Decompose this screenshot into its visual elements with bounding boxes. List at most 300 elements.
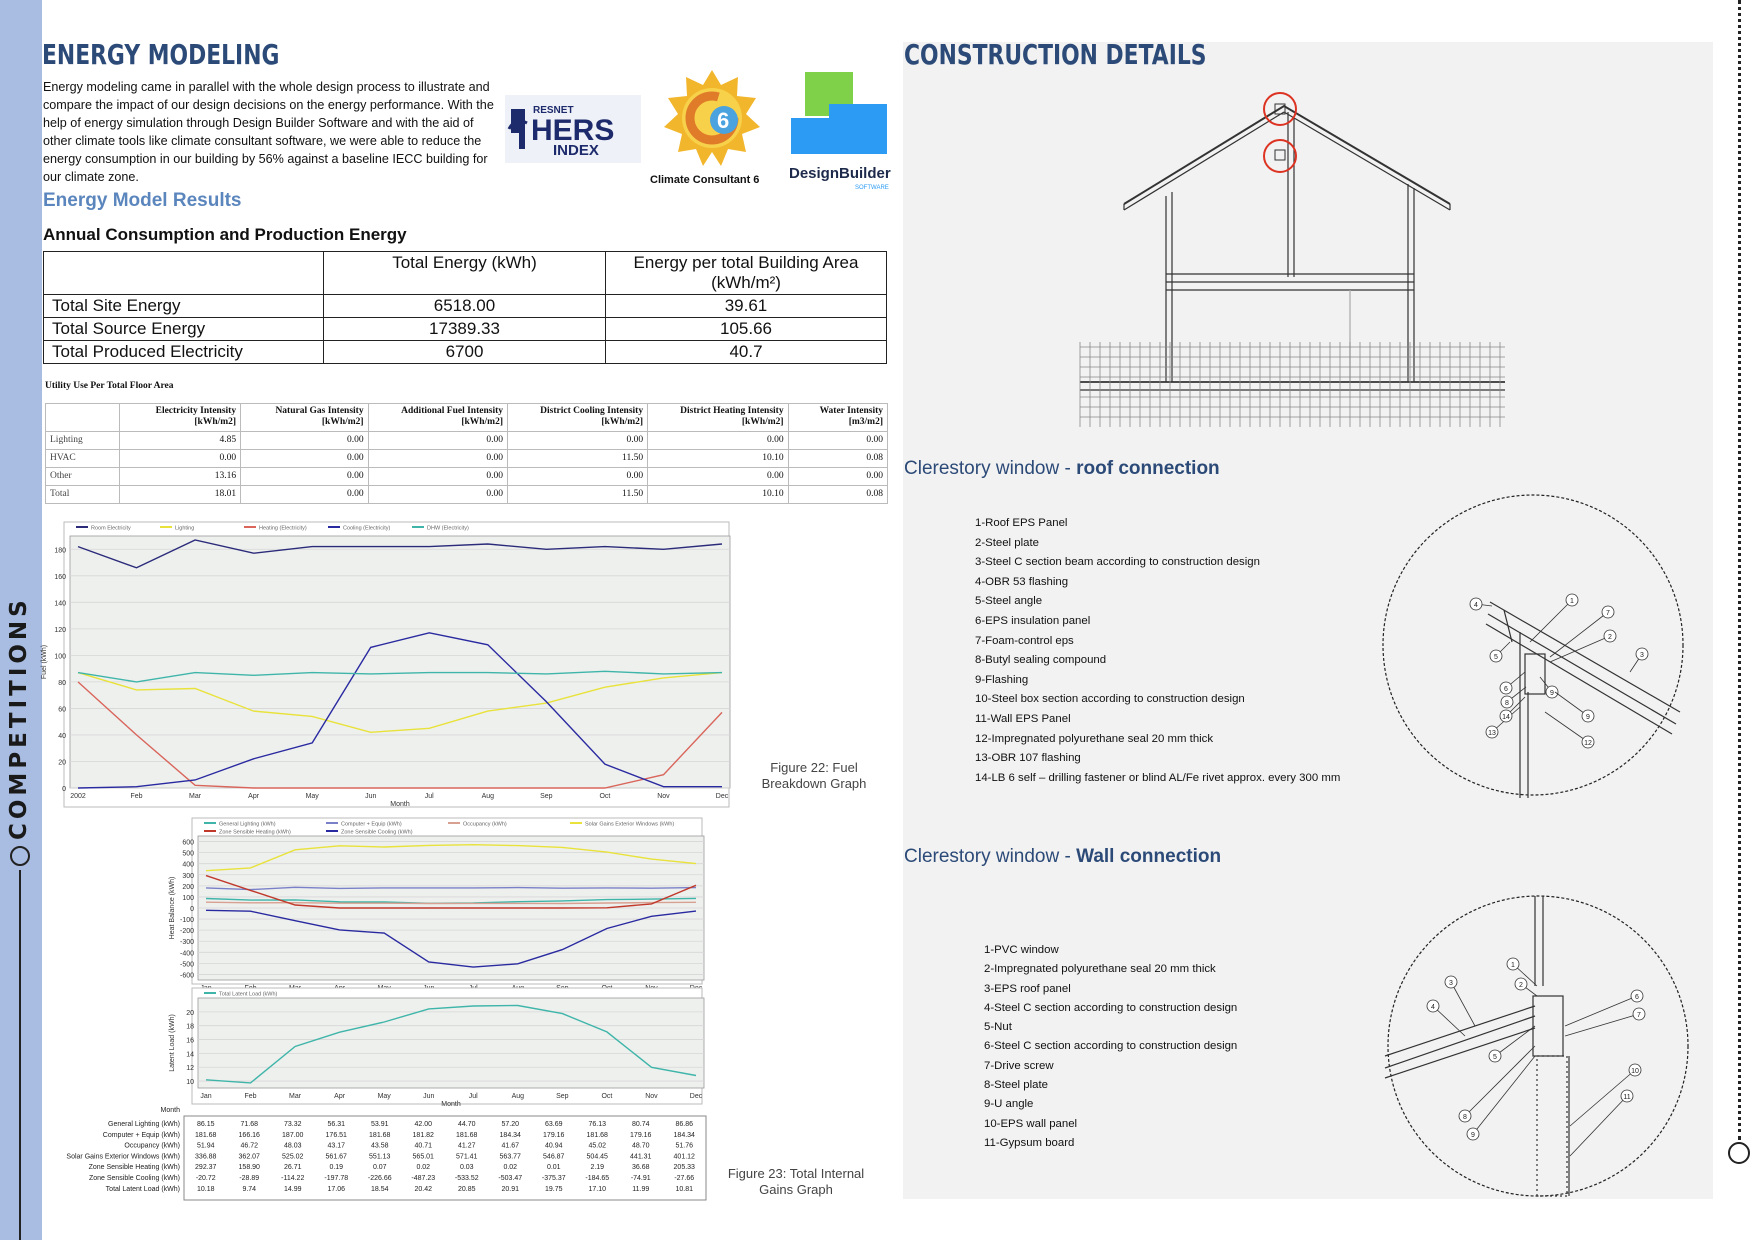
table-cell: 41.27 bbox=[457, 1142, 476, 1150]
table-cell: 563.77 bbox=[499, 1153, 521, 1161]
table-title: Annual Consumption and Production Energy bbox=[43, 225, 407, 244]
y-tick-label: 300 bbox=[182, 872, 194, 880]
table-cell: 71.68 bbox=[240, 1121, 259, 1128]
table-cell: 187.00 bbox=[282, 1131, 304, 1139]
table-cell: 26.71 bbox=[283, 1164, 302, 1172]
row-label: Other bbox=[46, 468, 120, 486]
latent-load-chart bbox=[160, 988, 708, 1108]
y-tick-label: -300 bbox=[179, 939, 194, 947]
y-tick-label: -600 bbox=[179, 972, 194, 980]
table-row bbox=[46, 468, 888, 486]
x-tick-label: Aug bbox=[511, 1093, 525, 1100]
list-item: 1-Roof EPS Panel bbox=[975, 517, 1068, 529]
fig22-caption-line2: Breakdown Graph bbox=[761, 776, 867, 791]
utility-table bbox=[45, 403, 888, 504]
x-tick-label: Mar bbox=[189, 793, 202, 800]
table-row bbox=[44, 318, 887, 341]
y-tick-label: 16 bbox=[186, 1037, 194, 1045]
table-cell: 551.13 bbox=[369, 1153, 391, 1161]
table-cell: 80.74 bbox=[631, 1121, 650, 1128]
utility-header-4: District Cooling Intensity [kWh/m2] bbox=[508, 404, 648, 432]
callout-number: 3 bbox=[1640, 652, 1644, 659]
table-cell: 40.94 bbox=[544, 1142, 563, 1150]
cell: 6518.00 bbox=[324, 295, 606, 318]
legend-entry: Occupancy (kWh) bbox=[463, 821, 507, 828]
utility-header bbox=[46, 404, 888, 432]
table-frame bbox=[184, 1116, 706, 1200]
hers-top-text: RESNET bbox=[533, 105, 574, 116]
table-cell: 20.91 bbox=[501, 1185, 520, 1193]
table-cell: 10.81 bbox=[675, 1185, 694, 1193]
hers-main-text: HERS bbox=[531, 114, 615, 147]
table-cell: 51.76 bbox=[675, 1142, 694, 1150]
list-item: 3-EPS roof panel bbox=[984, 982, 1071, 995]
cell: 40.7 bbox=[606, 341, 887, 364]
cell: 4.85 bbox=[120, 432, 241, 450]
x-tick-label: Dec bbox=[689, 1093, 703, 1100]
cell: 0.00 bbox=[648, 468, 789, 486]
table-cell: -503.47 bbox=[498, 1175, 523, 1182]
table-cell: 9.74 bbox=[242, 1185, 257, 1193]
table-cell: 184.34 bbox=[673, 1131, 695, 1139]
list-item: 8-Butyl sealing compound bbox=[975, 654, 1107, 667]
x-tick-label: Nov bbox=[657, 793, 670, 800]
table-cell: 48.03 bbox=[283, 1142, 302, 1150]
table-cell: 546.87 bbox=[543, 1153, 565, 1161]
utility-header-1: Electricity Intensity [kWh/m2] bbox=[120, 404, 241, 432]
legend-entry: DHW (Electricity) bbox=[427, 525, 469, 532]
y-tick-label: 140 bbox=[54, 600, 66, 608]
table-cell: 43.58 bbox=[370, 1142, 389, 1150]
table-cell: 0.01 bbox=[546, 1164, 561, 1172]
fig23-caption-line1: Figure 23: Total Internal bbox=[727, 1166, 865, 1181]
list-item: 9-Flashing bbox=[975, 673, 1029, 686]
wall-legend bbox=[984, 941, 1237, 1153]
cell: 10.10 bbox=[648, 450, 789, 468]
x-tick-label: May bbox=[377, 1093, 391, 1100]
table-row-label: Occupancy (kWh) bbox=[124, 1142, 180, 1150]
cell: 0.08 bbox=[788, 486, 887, 504]
svg-text:6: 6 bbox=[717, 108, 730, 133]
x-tick-label: Jul bbox=[468, 1093, 478, 1100]
utility-header-6: Water Intensity [m3/m2] bbox=[788, 404, 887, 432]
legend-entry: Zone Sensible Heating (kWh) bbox=[219, 829, 291, 836]
list-item: 2-Impregnated polyurethane seal 20 mm thick bbox=[984, 963, 1216, 976]
callout-number: 4 bbox=[1431, 1004, 1435, 1011]
list-item: 11-Wall EPS Panel bbox=[975, 712, 1071, 725]
table-cell: 176.51 bbox=[325, 1131, 347, 1139]
y-tick-label: 400 bbox=[182, 861, 194, 869]
table-cell: -375.37 bbox=[541, 1175, 566, 1182]
cell: 0.00 bbox=[368, 468, 507, 486]
plot-area bbox=[70, 536, 730, 788]
cell: 0.00 bbox=[368, 486, 507, 504]
y-axis-label: Latent Load (kWh) bbox=[169, 1014, 176, 1072]
table-cell: 40.71 bbox=[414, 1142, 433, 1150]
list-item: 10-Steel box section according to construction design bbox=[975, 693, 1245, 706]
cell: 6700 bbox=[324, 341, 606, 364]
results-title: Energy Model Results bbox=[43, 190, 242, 211]
table-cell: 0.03 bbox=[459, 1164, 474, 1172]
x-tick-label: Sep bbox=[556, 1093, 569, 1100]
spine-line bbox=[19, 870, 21, 1240]
roof-title-bold: roof connection bbox=[1076, 458, 1220, 479]
table-cell: 76.13 bbox=[588, 1121, 607, 1128]
y-tick-label: 40 bbox=[58, 732, 66, 740]
roof-connection-detail bbox=[1380, 492, 1686, 798]
table-cell: 44.70 bbox=[457, 1121, 476, 1128]
table-cell: -74.91 bbox=[630, 1175, 651, 1182]
y-tick-label: 18 bbox=[186, 1023, 194, 1031]
cell: 0.00 bbox=[508, 432, 648, 450]
cell: 0.00 bbox=[788, 468, 887, 486]
list-item: 1-PVC window bbox=[984, 944, 1059, 956]
fig22-caption bbox=[752, 760, 876, 792]
table-row bbox=[44, 341, 887, 364]
y-tick-label: 14 bbox=[186, 1051, 194, 1059]
fuel-breakdown-chart bbox=[40, 522, 735, 807]
table-cell: 20.85 bbox=[457, 1185, 476, 1193]
roof-title-light: Clerestory window - bbox=[904, 458, 1077, 479]
table-cell: 565.01 bbox=[412, 1153, 434, 1161]
table-row-label: General Lighting (kWh) bbox=[108, 1121, 180, 1128]
table-cell: -114.22 bbox=[281, 1175, 305, 1182]
table-cell: 11.99 bbox=[632, 1185, 650, 1193]
spine-label: COMPETITIONS bbox=[6, 596, 32, 840]
callout-number: 10 bbox=[1631, 1068, 1639, 1075]
table-cell: 42.00 bbox=[414, 1121, 433, 1128]
cell: 18.01 bbox=[120, 486, 241, 504]
table-cell: -533.52 bbox=[454, 1175, 479, 1182]
legend-entry: General Lighting (kWh) bbox=[219, 821, 276, 828]
y-tick-label: 200 bbox=[182, 883, 194, 891]
y-tick-label: -400 bbox=[179, 950, 194, 958]
list-item: 3-Steel C section beam according to construction design bbox=[975, 556, 1260, 569]
list-item: 7-Foam-control eps bbox=[975, 634, 1074, 647]
house-section-drawing bbox=[1080, 92, 1510, 432]
table-cell: 17.06 bbox=[327, 1185, 346, 1193]
callout-number: 2 bbox=[1608, 634, 1612, 641]
table-cell: 43.17 bbox=[327, 1142, 346, 1150]
y-tick-label: 80 bbox=[58, 679, 66, 687]
x-tick-label: May bbox=[305, 793, 319, 800]
callout-number: 13 bbox=[1488, 730, 1496, 737]
climate-consultant-logo bbox=[650, 68, 770, 186]
callout-number: 11 bbox=[1623, 1094, 1631, 1101]
table-cell: 19.75 bbox=[544, 1185, 563, 1193]
spine-dot bbox=[10, 846, 30, 866]
callout-number: 9 bbox=[1586, 714, 1590, 721]
legend-entry: Computer + Equip (kWh) bbox=[341, 821, 402, 828]
callout-number: 6 bbox=[1635, 994, 1639, 1001]
energy-table-header bbox=[44, 252, 887, 295]
list-item: 2-Steel plate bbox=[975, 536, 1039, 549]
table-cell: 63.69 bbox=[544, 1121, 563, 1128]
table-cell: 292.37 bbox=[195, 1164, 217, 1172]
cell: 0.00 bbox=[241, 432, 369, 450]
wall-title-bold: Wall connection bbox=[1076, 846, 1222, 867]
table-cell: 0.02 bbox=[416, 1164, 431, 1172]
table-cell: 166.16 bbox=[238, 1131, 260, 1139]
table-cell: 181.82 bbox=[412, 1131, 434, 1139]
right-dotted-edge bbox=[1738, 0, 1741, 1140]
energy-intro: Energy modeling came in parallel with the whole design process to illustrate and compare the impact of our design decisions on the energy performance. With the help of energy simulation through Design Builder Software and with the aid of other climate tools like climate consultant software, we were able to reduce the energy consumption in our building by 56% against a baseline IECC building for our climate zone. bbox=[43, 80, 494, 184]
table-cell: -184.65 bbox=[585, 1175, 610, 1182]
y-tick-label: 500 bbox=[182, 850, 194, 858]
utility-header-0 bbox=[46, 404, 120, 432]
y-axis-label: Heat Balance (kWh) bbox=[169, 876, 176, 940]
x-axis-label: Month bbox=[390, 801, 410, 808]
energy-header-1: Total Energy (kWh) bbox=[324, 252, 606, 295]
table-cell: -28.89 bbox=[239, 1175, 260, 1182]
energy-table bbox=[43, 251, 887, 364]
x-tick-label: Apr bbox=[334, 1093, 346, 1100]
y-tick-label: 0 bbox=[62, 786, 66, 793]
list-item: 5-Nut bbox=[984, 1021, 1012, 1034]
fig23-caption-line2: Gains Graph bbox=[759, 1182, 833, 1197]
legend-entry: Room Electricity bbox=[91, 525, 131, 532]
cell: 0.00 bbox=[788, 432, 887, 450]
table-cell: 17.10 bbox=[588, 1185, 607, 1193]
list-item: 11-Gypsum board bbox=[984, 1136, 1075, 1149]
db-sub-text: SOFTWARE bbox=[855, 185, 889, 191]
x-tick-label: Feb bbox=[130, 793, 143, 800]
callout-number: 4 bbox=[1474, 602, 1478, 609]
table-cell: 181.68 bbox=[195, 1131, 217, 1139]
list-item: 5-Steel angle bbox=[975, 595, 1043, 608]
table-cell: 86.15 bbox=[196, 1121, 215, 1128]
fig22-caption-line1: Figure 22: Fuel bbox=[770, 760, 858, 775]
y-tick-label: -500 bbox=[179, 961, 194, 969]
table-header-label: Month bbox=[160, 1107, 180, 1114]
table-cell: 179.16 bbox=[543, 1131, 565, 1139]
table-cell: 205.33 bbox=[673, 1164, 695, 1172]
legend-entry: Cooling (Electricity) bbox=[343, 525, 391, 532]
utility-header-2: Natural Gas Intensity [kWh/m2] bbox=[241, 404, 369, 432]
x-tick-label: Nov bbox=[645, 1093, 658, 1100]
list-item: 10-EPS wall panel bbox=[984, 1117, 1078, 1130]
construction-title: CONSTRUCTION DETAILS bbox=[904, 38, 1207, 71]
table-cell: 46.72 bbox=[240, 1142, 259, 1150]
table-cell: 14.99 bbox=[283, 1185, 302, 1193]
y-tick-label: 12 bbox=[186, 1065, 194, 1073]
callout-number: 2 bbox=[1519, 982, 1523, 989]
cell: 105.66 bbox=[606, 318, 887, 341]
y-tick-label: 0 bbox=[190, 906, 194, 913]
energy-header-0 bbox=[44, 252, 324, 295]
list-item: 4-OBR 53 flashing bbox=[975, 575, 1069, 588]
callout-number: 8 bbox=[1505, 700, 1509, 707]
callout-number: 7 bbox=[1606, 610, 1610, 617]
y-tick-label: 100 bbox=[182, 894, 194, 902]
table-row-label: Computer + Equip (kWh) bbox=[102, 1131, 180, 1139]
table-cell: 336.88 bbox=[195, 1153, 217, 1161]
cell: 39.61 bbox=[606, 295, 887, 318]
callout-number: 9 bbox=[1471, 1132, 1475, 1139]
x-tick-label: 2002 bbox=[70, 793, 86, 800]
energy-header-2: Energy per total Building Area (kWh/m²) bbox=[606, 252, 887, 295]
callout-number: 1 bbox=[1570, 598, 1574, 605]
list-item: 14-LB 6 self – drilling fastener or blind AL/Fe rivet approx. every 300 mm bbox=[975, 771, 1341, 784]
cell: 13.16 bbox=[120, 468, 241, 486]
row-label: Total Site Energy bbox=[44, 295, 324, 318]
table-cell: 158.90 bbox=[238, 1164, 260, 1172]
table-row-label: Solar Gains Exterior Windows (kWh) bbox=[66, 1153, 180, 1161]
x-tick-label: Jul bbox=[424, 793, 434, 800]
y-tick-label: -200 bbox=[179, 928, 194, 936]
x-tick-label: Jun bbox=[423, 1093, 435, 1100]
table-cell: 362.07 bbox=[238, 1153, 260, 1161]
roof-connection-title bbox=[904, 458, 1220, 480]
row-label: HVAC bbox=[46, 450, 120, 468]
callout-number: 6 bbox=[1504, 686, 1508, 693]
cc6-text: Climate Consultant 6 bbox=[650, 174, 760, 186]
cell: 0.00 bbox=[368, 450, 507, 468]
x-tick-label: Aug bbox=[481, 793, 495, 800]
cell: 10.10 bbox=[648, 486, 789, 504]
table-cell: 18.54 bbox=[370, 1185, 389, 1193]
wall-connection-detail bbox=[1385, 896, 1691, 1202]
roof-legend bbox=[975, 514, 1340, 788]
cell: 0.00 bbox=[120, 450, 241, 468]
legend-entry: Zone Sensible Cooling (kWh) bbox=[341, 829, 413, 836]
table-cell: 56.31 bbox=[327, 1121, 346, 1128]
table-cell: 53.91 bbox=[370, 1121, 389, 1128]
y-tick-label: -100 bbox=[179, 917, 194, 925]
table-cell: 2.19 bbox=[590, 1164, 605, 1172]
table-cell: -226.66 bbox=[367, 1175, 392, 1182]
y-tick-label: 20 bbox=[58, 759, 66, 767]
callout-number: 8 bbox=[1463, 1114, 1467, 1121]
table-row bbox=[46, 432, 888, 450]
x-tick-label: Oct bbox=[601, 1093, 613, 1100]
table-row bbox=[46, 450, 888, 468]
legend-entry: Heating (Electricity) bbox=[259, 525, 307, 532]
table-cell: 86.86 bbox=[675, 1121, 694, 1128]
energy-title: ENERGY MODELING bbox=[42, 38, 280, 71]
x-tick-label: Feb bbox=[244, 1093, 257, 1100]
list-item: 6-Steel C section according to construction design bbox=[984, 1040, 1238, 1053]
table-cell: 57.20 bbox=[501, 1121, 520, 1128]
cell: 0.00 bbox=[241, 450, 369, 468]
table-cell: -197.78 bbox=[324, 1175, 349, 1182]
cell: 17389.33 bbox=[324, 318, 606, 341]
legend-entry: Solar Gains Exterior Windows (kWh) bbox=[585, 821, 675, 828]
hers-logo bbox=[505, 95, 641, 163]
table-row-label: Zone Sensible Heating (kWh) bbox=[88, 1164, 180, 1172]
hers-sub-text: INDEX bbox=[553, 142, 599, 159]
table-cell: 45.02 bbox=[588, 1142, 607, 1150]
y-tick-label: 20 bbox=[186, 1009, 194, 1017]
legend-entry: Total Latent Load (kWh) bbox=[219, 991, 278, 998]
wall-connection-title bbox=[904, 846, 1221, 868]
cell: 0.00 bbox=[241, 486, 369, 504]
table-cell: 41.67 bbox=[501, 1142, 520, 1150]
x-tick-label: Jan bbox=[200, 1093, 212, 1100]
wall-title-light: Clerestory window - bbox=[904, 846, 1077, 867]
table-cell: 0.19 bbox=[329, 1164, 344, 1172]
list-item: 4-Steel C section according to construction design bbox=[984, 1001, 1238, 1014]
list-item: 12-Impregnated polyurethane seal 20 mm thick bbox=[975, 732, 1214, 745]
table-cell: 179.16 bbox=[630, 1131, 652, 1139]
x-axis-label: Month bbox=[441, 1101, 461, 1108]
table-cell: 571.41 bbox=[456, 1153, 478, 1161]
callout-number: 7 bbox=[1637, 1012, 1641, 1019]
cell: 11.50 bbox=[508, 450, 648, 468]
list-item: 7-Drive screw bbox=[984, 1059, 1054, 1072]
table-cell: 401.12 bbox=[673, 1153, 695, 1161]
list-item: 9-U angle bbox=[984, 1098, 1034, 1111]
table-cell: 504.45 bbox=[586, 1153, 608, 1161]
y-axis-label: Fuel (kWh) bbox=[41, 644, 48, 680]
x-tick-label: Dec bbox=[715, 793, 729, 800]
cell: 11.50 bbox=[508, 486, 648, 504]
db-main-text: DesignBuilder bbox=[789, 165, 891, 182]
y-tick-label: 120 bbox=[54, 626, 66, 634]
utility-title: Utility Use Per Total Floor Area bbox=[45, 381, 174, 391]
table-row-label: Total Latent Load (kWh) bbox=[105, 1185, 180, 1193]
x-tick-label: Jun bbox=[365, 793, 377, 800]
table-cell: 525.02 bbox=[282, 1153, 304, 1161]
table-cell: 73.32 bbox=[283, 1121, 302, 1128]
row-label: Lighting bbox=[46, 432, 120, 450]
right-edge-circle bbox=[1728, 1142, 1750, 1164]
utility-header-5: District Heating Intensity [kWh/m2] bbox=[648, 404, 789, 432]
list-item: 13-OBR 107 flashing bbox=[975, 752, 1081, 765]
row-label: Total Produced Electricity bbox=[44, 341, 324, 364]
table-cell: 51.94 bbox=[196, 1142, 215, 1150]
table-cell: -20.72 bbox=[195, 1175, 216, 1182]
callout-number: 12 bbox=[1584, 740, 1592, 747]
table-cell: 441.31 bbox=[630, 1153, 652, 1161]
table-row bbox=[46, 486, 888, 504]
table-cell: -487.23 bbox=[411, 1175, 436, 1182]
row-label: Total bbox=[46, 486, 120, 504]
y-tick-label: 600 bbox=[182, 839, 194, 847]
x-tick-label: Mar bbox=[289, 1093, 302, 1100]
cell: 0.00 bbox=[508, 468, 648, 486]
list-item: 6-EPS insulation panel bbox=[975, 614, 1091, 627]
callout-number: 5 bbox=[1493, 1054, 1497, 1061]
table-cell: 181.68 bbox=[586, 1131, 608, 1139]
x-tick-label: Apr bbox=[248, 793, 260, 800]
table-cell: 0.02 bbox=[503, 1164, 518, 1172]
y-tick-label: 10 bbox=[186, 1079, 194, 1087]
table-cell: 36.68 bbox=[631, 1164, 650, 1172]
y-tick-label: 100 bbox=[54, 653, 66, 661]
list-item: 8-Steel plate bbox=[984, 1079, 1048, 1092]
fig23-caption bbox=[716, 1166, 876, 1198]
table-cell: 184.34 bbox=[499, 1131, 521, 1139]
table-cell: 20.42 bbox=[414, 1185, 433, 1193]
utility-header-3: Additional Fuel Intensity [kWh/m2] bbox=[368, 404, 507, 432]
callout-number: 1 bbox=[1511, 962, 1515, 969]
table-cell: 48.70 bbox=[631, 1142, 650, 1150]
designbuilder-logo bbox=[785, 70, 895, 192]
y-tick-label: 180 bbox=[54, 547, 66, 555]
table-cell: 561.67 bbox=[325, 1153, 347, 1161]
table-cell: 181.68 bbox=[456, 1131, 478, 1139]
table-cell: 0.07 bbox=[372, 1164, 387, 1172]
table-row bbox=[44, 295, 887, 318]
row-label: Total Source Energy bbox=[44, 318, 324, 341]
callout-number: 5 bbox=[1494, 654, 1498, 661]
y-tick-label: 60 bbox=[58, 706, 66, 714]
internal-gains-table bbox=[48, 1104, 710, 1200]
cell: 0.00 bbox=[648, 432, 789, 450]
cell: 0.08 bbox=[788, 450, 887, 468]
y-tick-label: 160 bbox=[54, 573, 66, 581]
